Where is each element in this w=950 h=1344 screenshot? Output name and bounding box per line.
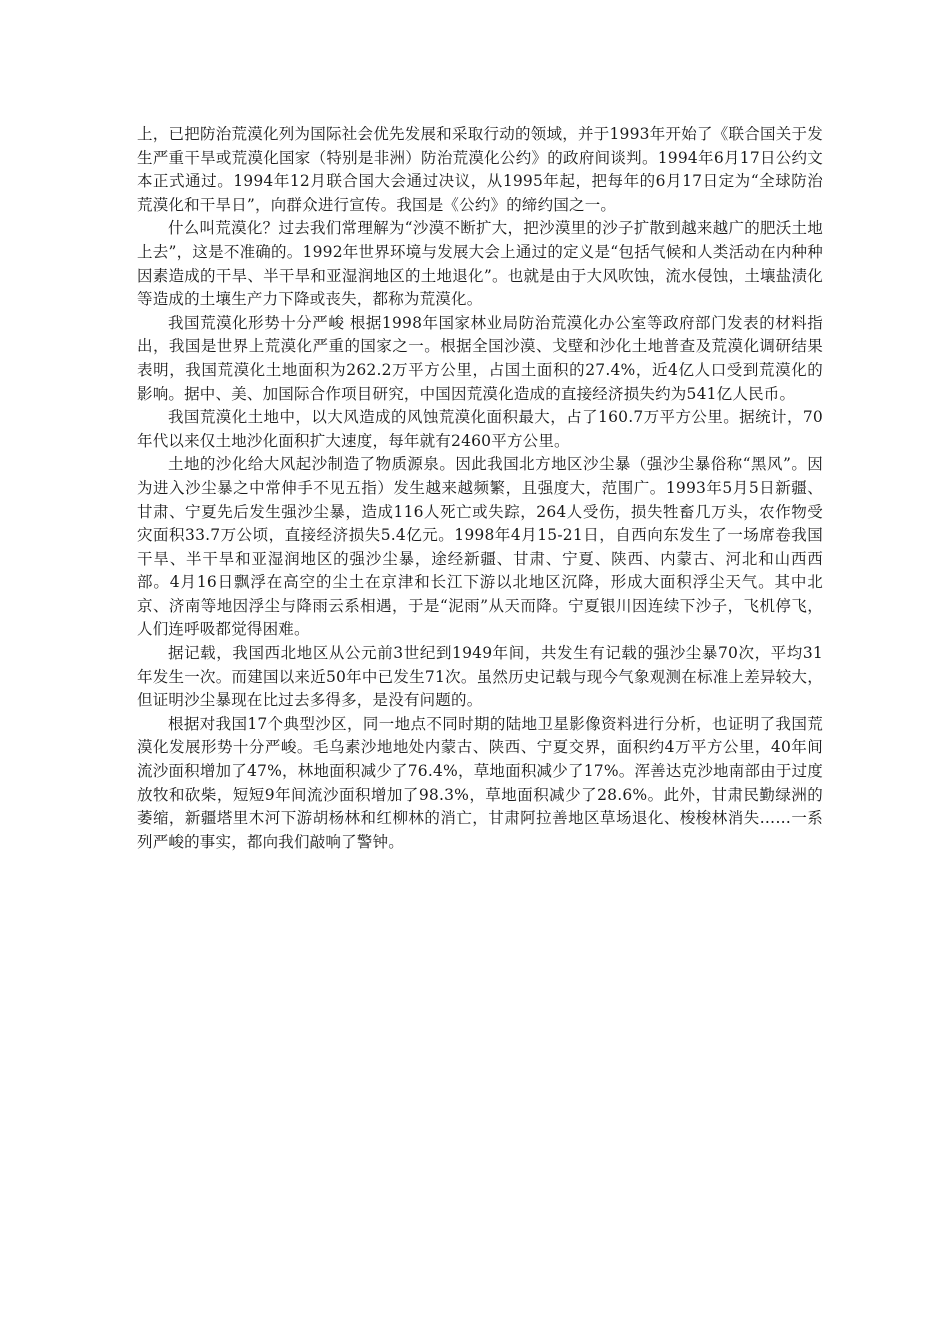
paragraph-historical-records: 据记载，我国西北地区从公元前3世纪到1949年间，共发生有记载的强沙尘暴70次，平均31年发生一次。而建国以来近50年中已发生71次。虽然历史记载与现今气象观测在标准上差异较大，但证明沙尘暴现在比过去多得多，是没有问题的。 [137, 644, 823, 710]
document-body [137, 123, 823, 854]
paragraph-definition: 什么叫荒漠化？过去我们常理解为“沙漠不断扩大，把沙漠里的沙子扩散到越来越广的肥沃土地上去”，这是不准确的。1992年世界环境与发展大会上通过的定义是“包括气候和人类活动在内种种因素造成的干旱、半干旱和亚湿润地区的土地退化”。也就是由于大风吹蚀，流水侵蚀，土壤盐渍化等造成的土壤生产力下降或丧失，都称为荒漠化。 [137, 219, 823, 309]
paragraph-sandstorms: 土地的沙化给大风起沙制造了物质源泉。因此我国北方地区沙尘暴（强沙尘暴俗称“黑风”。因为进入沙尘暴之中常伸手不见五指）发生越来越频繁，且强度大，范围广。1993年5月5日新疆、甘肃、宁夏先后发生强沙尘暴，造成116人死亡或失踪，264人受伤，损失牲畜几万头，农作物受灾面积33.7万公顷，直接经济损失5.4亿元。1998年4月15-21日，自西向东发生了一场席卷我国干旱、半干旱和亚湿润地区的强沙尘暴，途经新疆、甘肃、宁夏、陕西、内蒙古、河北和山西西部。4月16日飘浮在高空的尘土在京津和长江下游以北地区沉降，形成大面积浮尘天气。其中北京、济南等地因浮尘与降雨云系相遇，于是“泥雨”从天而降。宁夏银川因连续下沙子，飞机停飞，人们连呼吸都觉得困难。 [137, 455, 823, 639]
paragraph-convention-intro: 上，已把防治荒漠化列为国际社会优先发展和采取行动的领域，并于1993年开始了《联合国关于发生严重干旱或荒漠化国家（特别是非洲）防治荒漠化公约》的政府间谈判。1994年6月17日公约文本正式通过。1994年12月联合国大会通过决议，从1995年起，把每年的6月17日定为“全球防治荒漠化和干旱日”，向群众进行宣传。我国是《公约》的缔约国之一。 [137, 125, 823, 214]
paragraph-wind-erosion: 我国荒漠化土地中，以大风造成的风蚀荒漠化面积最大，占了160.7万平方公里。据统计，70年代以来仅土地沙化面积扩大速度，每年就有2460平方公里。 [137, 408, 823, 450]
paragraph-satellite-analysis: 根据对我国17个典型沙区，同一地点不同时期的陆地卫星影像资料进行分析，也证明了我国荒漠化发展形势十分严峻。毛乌素沙地地处内蒙古、陕西、宁夏交界，面积约4万平方公里，40年间流沙面积增加了47%，林地面积减少了76.4%，草地面积减少了17%。浑善达克沙地南部由于过度放牧和砍柴，短短9年间流沙面积增加了98.3%，草地面积减少了28.6%。此外，甘肃民勤绿洲的萎缩，新疆塔里木河下游胡杨林和红柳林的消亡，甘肃阿拉善地区草场退化、梭梭林消失……一系列严峻的事实，都向我们敲响了警钟。 [137, 714, 823, 851]
paragraph-severity: 我国荒漠化形势十分严峻 根据1998年国家林业局防治荒漠化办公室等政府部门发表的材料指出，我国是世界上荒漠化严重的国家之一。根据全国沙漠、戈壁和沙化土地普查及荒漠化调研结果表明，我国荒漠化土地面积为262.2万平方公里，占国土面积的27.4%，近4亿人口受到荒漠化的影响。据中、美、加国际合作项目研究，中国因荒漠化造成的直接经济损失约为541亿人民币。 [137, 313, 823, 403]
